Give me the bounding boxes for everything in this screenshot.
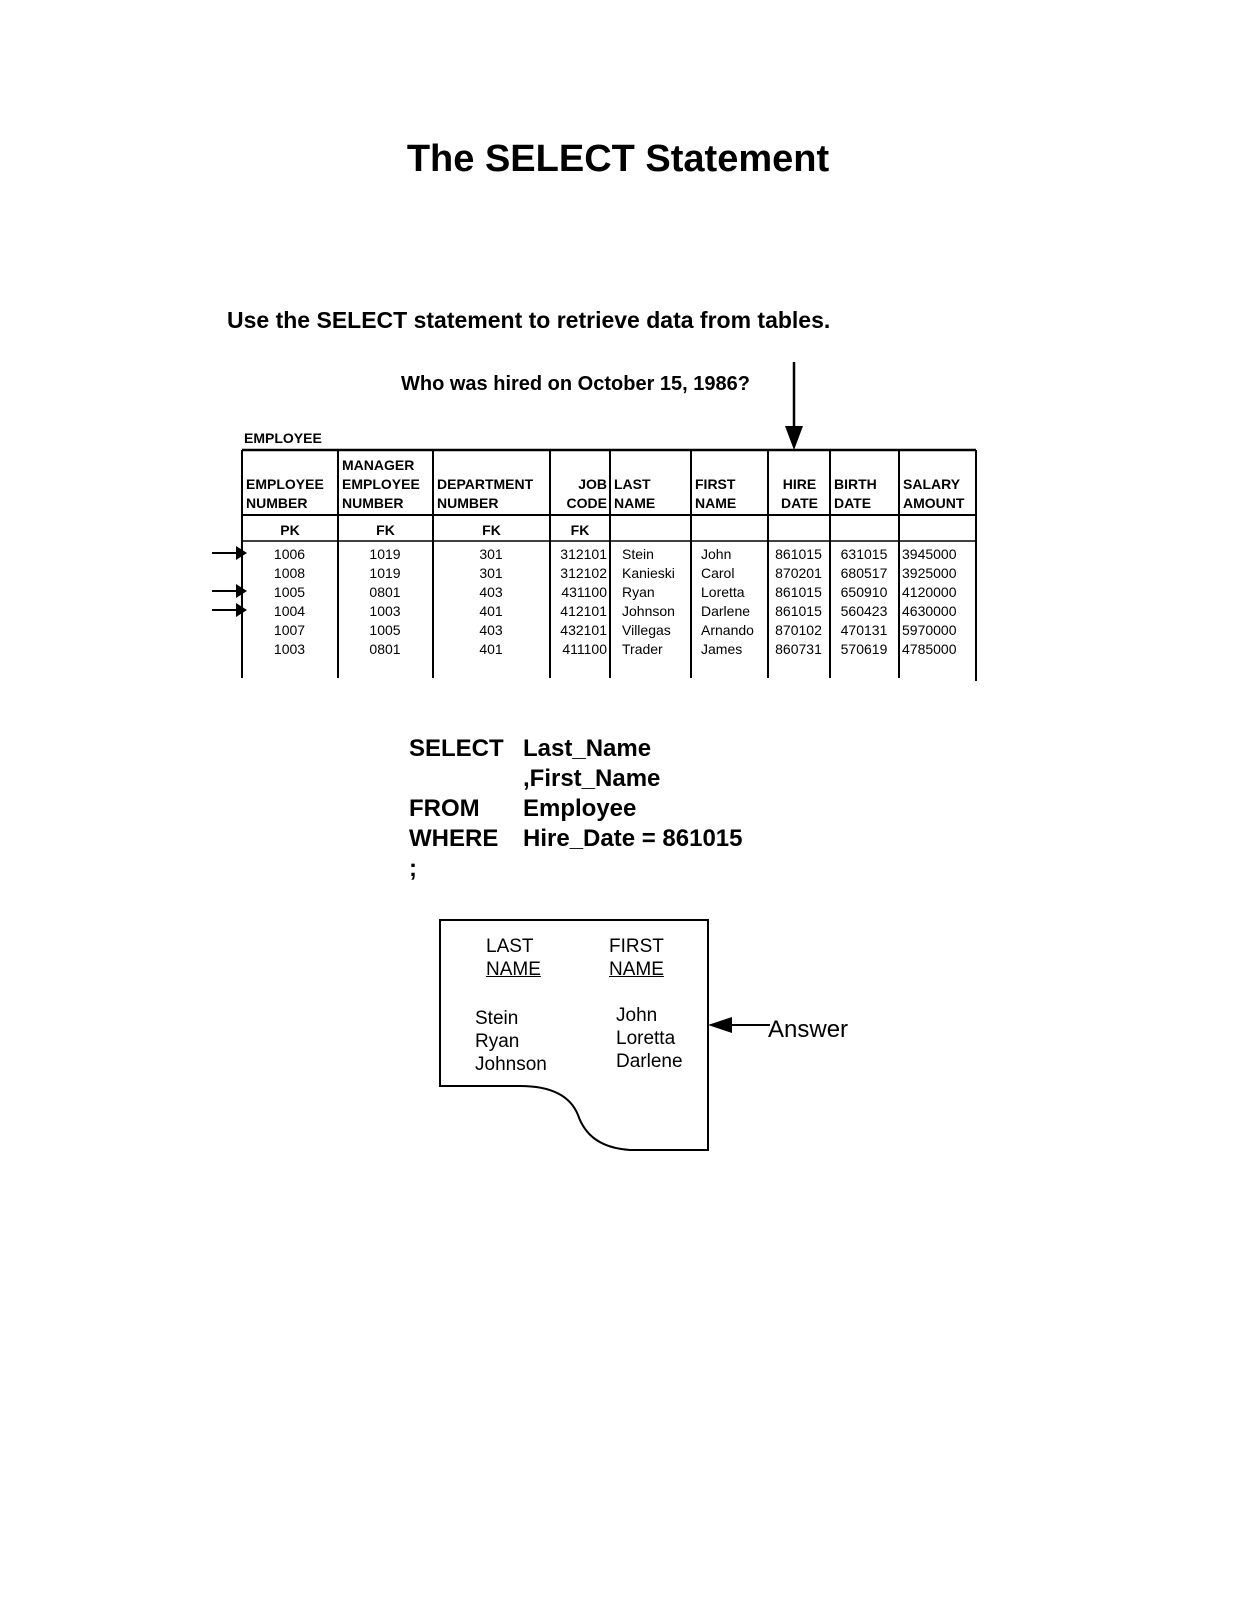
table-cell: 861015 [775, 603, 822, 619]
sql-select-keyword: SELECT [409, 735, 504, 762]
table-cell: John [701, 546, 732, 562]
table-cell: Ryan [622, 584, 655, 600]
sql-where-keyword: WHERE [409, 825, 499, 852]
column-header-line: SALARY [903, 476, 961, 492]
table-cell: 861015 [775, 584, 822, 600]
table-cell: James [701, 641, 743, 657]
table-cell: 1003 [273, 641, 306, 657]
column-header-line: NUMBER [342, 495, 404, 511]
table-cell: 1006 [273, 546, 306, 562]
question-text: Who was hired on October 15, 1986? [401, 373, 750, 395]
column-header-line: EMPLOYEE [342, 476, 420, 492]
table-cell: 403 [479, 584, 503, 600]
table-cell: 3945000 [902, 546, 957, 562]
column-header-line: LAST [614, 476, 651, 492]
table-cell: 1005 [273, 584, 306, 600]
table-cell: 1007 [273, 622, 306, 638]
column-header-line: JOB [578, 476, 607, 492]
sql-select-column: Last_Name [523, 735, 652, 762]
answer-label: Answer [768, 1016, 849, 1043]
page-title: The SELECT Statement [406, 138, 830, 180]
table-cell: Carol [701, 565, 735, 581]
table-cell: Villegas [622, 622, 671, 638]
table-cell: 4630000 [902, 603, 957, 619]
table-cell: 401 [479, 603, 503, 619]
table-cell: 4785000 [902, 641, 957, 657]
table-cell: Darlene [701, 603, 751, 619]
row-pointer-head [236, 546, 247, 560]
selected-row-arrows [0, 0, 260, 700]
table-cell: 861015 [775, 546, 822, 562]
result-first-name: Loretta [616, 1028, 676, 1049]
table-cell: 312101 [560, 546, 607, 562]
table-cell: 4120000 [902, 584, 957, 600]
table-name: EMPLOYEE [244, 430, 322, 446]
sql-select-column: ,First_Name [523, 765, 661, 792]
sql-from-table: Employee [523, 795, 637, 822]
result-last-name: Ryan [475, 1031, 520, 1052]
row-pointer-arrow [212, 603, 247, 617]
column-key-label: PK [280, 522, 300, 538]
table-cell: Arnando [701, 622, 754, 638]
column-header-line: BIRTH [834, 476, 877, 492]
table-cell: 470131 [840, 622, 888, 638]
answer-arrow-head [708, 1017, 732, 1033]
row-pointer-arrow [212, 546, 247, 560]
row-pointer-arrow [212, 584, 247, 598]
column-header-line: FIRST [695, 476, 736, 492]
result-last-name: Johnson [475, 1054, 547, 1075]
table-cell: 1019 [369, 546, 401, 562]
table-cell: 301 [479, 546, 503, 562]
result-col2-header-line1: FIRST [609, 936, 664, 957]
table-cell: 1004 [273, 603, 306, 619]
result-first-name: Darlene [616, 1051, 683, 1072]
row-pointer-head [236, 584, 247, 598]
table-cell: 0801 [369, 584, 401, 600]
table-cell: Stein [622, 546, 654, 562]
sql-from-keyword: FROM [409, 795, 480, 822]
column-header-line: NAME [695, 495, 737, 511]
column-header-line: HIRE [782, 476, 817, 492]
result-first-name: John [616, 1005, 658, 1026]
subtitle: Use the SELECT statement to retrieve data from tables. [227, 307, 831, 333]
table-cell: 570619 [840, 641, 888, 657]
column-key-label: FK [482, 522, 501, 538]
column-header-line: MANAGER [342, 457, 415, 473]
table-cell: 1003 [369, 603, 401, 619]
question-arrow-head [785, 426, 803, 450]
column-header-line: AMOUNT [903, 495, 965, 511]
column-key-label: FK [376, 522, 395, 538]
table-cell: 432101 [560, 622, 607, 638]
column-header-line: CODE [566, 495, 607, 511]
table-cell: 870102 [775, 622, 822, 638]
table-cell: 560423 [840, 603, 888, 619]
result-col1-header-line1: LAST [486, 936, 534, 957]
column-header-line: NUMBER [437, 495, 499, 511]
table-cell: 301 [479, 565, 503, 581]
table-cell: 411100 [562, 641, 607, 657]
table-cell: 1019 [369, 565, 401, 581]
table-cell: 3925000 [902, 565, 957, 581]
table-cell: 431100 [561, 584, 607, 600]
column-header-line: DATE [780, 495, 819, 511]
table-cell: 650910 [840, 584, 888, 600]
table-cell: 403 [479, 622, 503, 638]
table-cell: 5970000 [902, 622, 957, 638]
table-cell: 1008 [273, 565, 306, 581]
table-cell: Trader [622, 641, 663, 657]
column-key-label: FK [570, 522, 590, 538]
table-cell: Johnson [622, 603, 675, 619]
result-col1-header-line2: NAME [486, 959, 541, 980]
table-cell: 680517 [840, 565, 888, 581]
table-cell: 412101 [560, 603, 607, 619]
table-cell: 870201 [775, 565, 822, 581]
table-cell: 312102 [560, 565, 607, 581]
result-last-name: Stein [475, 1008, 519, 1029]
table-cell: 631015 [840, 546, 888, 562]
table-cell: Kanieski [622, 565, 675, 581]
result-col2-header-line2: NAME [609, 959, 664, 980]
table-cell: 401 [479, 641, 503, 657]
column-header-line: DATE [834, 495, 872, 511]
table-cell: 860731 [775, 641, 822, 657]
table-cell: Loretta [701, 584, 745, 600]
sql-terminator: ; [409, 855, 417, 882]
table-cell: 1005 [369, 622, 401, 638]
sql-where-condition: Hire_Date = 861015 [523, 825, 743, 852]
column-header-line: EMPLOYEE [246, 476, 324, 492]
row-pointer-head [236, 603, 247, 617]
column-header-line: NAME [614, 495, 656, 511]
column-header-line: NUMBER [246, 495, 308, 511]
table-cell: 0801 [369, 641, 401, 657]
column-header-line: DEPARTMENT [437, 476, 534, 492]
